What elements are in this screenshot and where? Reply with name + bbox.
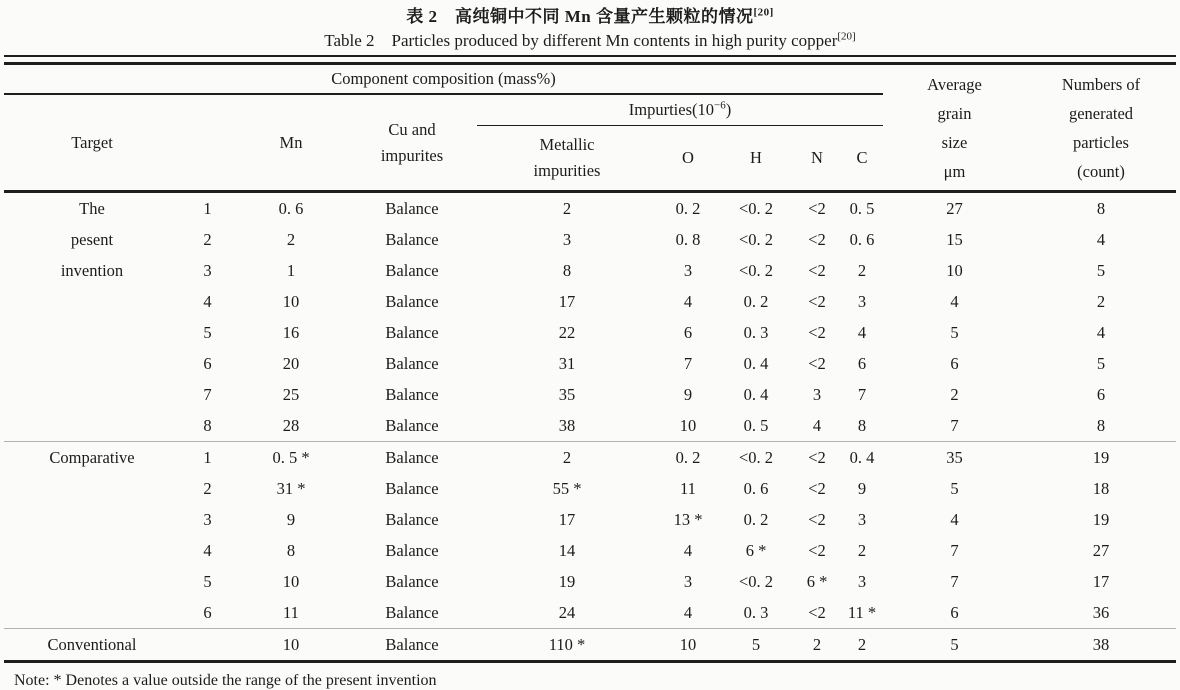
cell-o: 7 [683, 353, 693, 373]
cell-cu-and-impurites: Balance [347, 442, 477, 474]
cell-mn-content: 0. 6 [278, 198, 304, 218]
cell-average-grain-size: 6 [950, 353, 959, 373]
cell-h: 5 [719, 629, 793, 662]
cell-cu-and-impurites: Balance [385, 540, 439, 560]
cell-average-grain-size: 15 [946, 229, 963, 249]
cell-target: invention [60, 260, 124, 280]
col-header-cu-and-impurites: Cu and impurites [347, 94, 477, 192]
cell-mn-content: 31 * [276, 478, 306, 498]
cell-h: 6 * [745, 540, 767, 560]
cell-mn-content: 28 [282, 415, 300, 435]
cell-h: 0. 3 [743, 322, 769, 342]
cell-cu-and-impurites: Balance [385, 260, 439, 280]
cell-c: 8 [857, 415, 867, 435]
cell-target [4, 410, 180, 442]
table-captions [0, 0, 1180, 53]
cell-mn-content: 2 [286, 229, 296, 249]
cell-metallic-impurities: 2 [562, 198, 572, 218]
cell-cu-and-impurites: Balance [385, 415, 439, 435]
cell-n: 6 * [806, 571, 828, 591]
cell-n: <2 [808, 602, 826, 622]
cell-n: 4 [812, 415, 822, 435]
cell-sample-number: 6 [203, 602, 212, 622]
cell-c: 0. 6 [849, 229, 875, 249]
cell-average-grain-size: 2 [950, 384, 959, 404]
cell-mn-content: 20 [282, 353, 300, 373]
col-header-target: Target [4, 94, 180, 192]
cell-o: 0. 2 [675, 198, 701, 218]
cell-c: 2 [857, 540, 867, 560]
cell-metallic-impurities: 38 [558, 415, 576, 435]
cell-sample-number: 2 [203, 478, 212, 498]
cell-h: <0. 2 [738, 260, 774, 280]
cell-metallic-impurities: 8 [562, 260, 572, 280]
cell-n: 3 [812, 384, 822, 404]
cell-n: <2 [808, 540, 826, 560]
cell-sample-number [180, 629, 235, 662]
cell-metallic-impurities: 17 [558, 291, 576, 311]
cell-c: 3 [857, 509, 867, 529]
table-row [4, 317, 1176, 348]
cell-generated-particles: 18 [1092, 478, 1110, 498]
table-row [4, 286, 1176, 317]
cell-generated-particles: 2 [1096, 291, 1106, 311]
cell-metallic-impurities: 2 [477, 442, 657, 474]
table-header [4, 64, 1176, 192]
col-header-generated-particles: Numbers of generated particles (count) [1026, 64, 1176, 192]
cell-generated-particles: 5 [1096, 260, 1106, 280]
cell-sample-number: 5 [203, 571, 212, 591]
col-header-n: N [793, 126, 841, 192]
table-row [4, 224, 1176, 255]
cell-sample-number: 4 [203, 291, 212, 311]
cell-h: 0. 4 [743, 384, 769, 404]
cell-sample-number: 7 [203, 384, 212, 404]
cell-mn-content: 9 [286, 509, 296, 529]
cell-o: 3 [683, 260, 693, 280]
cell-target [4, 535, 180, 566]
cell-generated-particles: 36 [1092, 602, 1110, 622]
cell-generated-particles: 5 [1096, 353, 1106, 373]
cell-mn-content: 8 [286, 540, 296, 560]
cell-target [4, 504, 180, 535]
cell-sample-number: 3 [203, 260, 212, 280]
cell-n: <2 [808, 353, 826, 373]
table-row [4, 473, 1176, 504]
cell-c: 6 [857, 353, 867, 373]
cell-o: 4 [683, 602, 693, 622]
cell-o: 3 [683, 571, 693, 591]
cell-target [4, 286, 180, 317]
col-header-o: O [657, 126, 719, 192]
cell-c: 3 [857, 291, 867, 311]
header-row-spanner [4, 64, 1176, 95]
cell-n: <2 [793, 442, 841, 474]
col-header-impurties: $Impurties(10^{-6})$ [477, 94, 883, 126]
cell-metallic-impurities: 55 * [552, 478, 582, 498]
cell-average-grain-size: 7 [950, 415, 959, 435]
cell-cu-and-impurites: Balance [385, 602, 439, 622]
cell-cu-and-impurites: Balance [385, 353, 439, 373]
cell-metallic-impurities: 31 [558, 353, 576, 373]
cell-h: 0. 2 [743, 509, 769, 529]
cell-o: 0. 8 [675, 229, 701, 249]
cell-n: 2 [793, 629, 841, 662]
cell-metallic-impurities: 35 [558, 384, 576, 404]
table-row [4, 442, 1176, 474]
cell-c: 2 [857, 260, 867, 280]
cell-mn-content: 25 [282, 384, 300, 404]
col-header-metallic-impurities: Metallic impurities [477, 126, 657, 192]
cell-mn-content: 10 [235, 629, 347, 662]
data-table-wrapper [4, 55, 1176, 663]
cell-sample-number: 6 [203, 353, 212, 373]
cell-sample-number: 1 [180, 442, 235, 474]
cell-generated-particles: 8 [1096, 415, 1106, 435]
cell-average-grain-size: 7 [950, 540, 959, 560]
cell-cu-and-impurites: Balance [385, 571, 439, 591]
cell-mn-content: 1 [286, 260, 296, 280]
cell-c: 7 [857, 384, 867, 404]
cell-h: 0. 4 [743, 353, 769, 373]
table-caption-en [0, 29, 1180, 53]
col-header-mn: Mn [235, 94, 347, 192]
cell-n: <2 [808, 478, 826, 498]
table-row [4, 597, 1176, 629]
cell-target [4, 473, 180, 504]
cell-h: <0. 2 [738, 198, 774, 218]
cell-o: 10 [679, 415, 697, 435]
cell-o: 4 [683, 291, 693, 311]
caption-zh-reference: [20] [753, 6, 774, 19]
col-header-number [180, 94, 235, 192]
table-row [4, 348, 1176, 379]
table-caption-zh [0, 4, 1180, 29]
caption-en-reference: [20] [837, 30, 856, 43]
cell-o: 13 * [673, 509, 703, 529]
caption-zh-text: 表 2 高纯铜中不同 Mn 含量产生颗粒的情况 [406, 7, 754, 26]
cell-average-grain-size: 5 [950, 322, 959, 342]
cell-c: 3 [857, 571, 867, 591]
cell-sample-number: 4 [203, 540, 212, 560]
cell-h: <0. 2 [738, 571, 774, 591]
table-row [4, 410, 1176, 442]
cell-n: <2 [808, 198, 826, 218]
cell-average-grain-size: 4 [950, 291, 959, 311]
cell-mn-content: 10 [282, 291, 300, 311]
cell-metallic-impurities: 19 [558, 571, 576, 591]
cell-n: <2 [808, 509, 826, 529]
cell-sample-number: 8 [203, 415, 212, 435]
cell-target [4, 597, 180, 629]
cell-o: 6 [683, 322, 693, 342]
cell-target [4, 566, 180, 597]
cell-generated-particles: 19 [1092, 509, 1110, 529]
cell-generated-particles: 27 [1092, 540, 1110, 560]
cell-average-grain-size: 6 [950, 602, 959, 622]
cell-mn-content: 16 [282, 322, 300, 342]
cell-n: <2 [808, 291, 826, 311]
cell-c: 0. 5 [849, 198, 875, 218]
cell-average-grain-size: 7 [950, 571, 959, 591]
cell-generated-particles: 19 [1026, 442, 1176, 474]
cell-cu-and-impurites: Balance [385, 322, 439, 342]
cell-metallic-impurities: 3 [562, 229, 572, 249]
col-header-h: H [719, 126, 793, 192]
cell-h: 0. 6 [743, 478, 769, 498]
cell-h: 0. 3 [743, 602, 769, 622]
cell-mn-content: 10 [282, 571, 300, 591]
cell-target [4, 317, 180, 348]
cell-metallic-impurities: 17 [558, 509, 576, 529]
cell-mn-content: 0. 5 * [235, 442, 347, 474]
cell-h: 0. 5 [743, 415, 769, 435]
cell-n: <2 [808, 322, 826, 342]
cell-h: <0. 2 [738, 229, 774, 249]
table-row [4, 504, 1176, 535]
cell-o: 9 [683, 384, 693, 404]
cell-sample-number: 2 [203, 229, 212, 249]
cell-h: <0. 2 [719, 442, 793, 474]
data-table [4, 62, 1176, 663]
cell-target: The [79, 198, 105, 218]
cell-sample-number: 1 [203, 198, 212, 218]
col-header-component-composition: Component composition (mass%) [4, 64, 883, 95]
cell-o: 0. 2 [657, 442, 719, 474]
cell-c: 11 * [847, 602, 877, 622]
caption-en-text: Table 2 Particles produced by different Mn contents in high purity copper [324, 31, 838, 50]
cell-generated-particles: 8 [1096, 198, 1106, 218]
cell-c: 4 [857, 322, 867, 342]
cell-generated-particles: 6 [1096, 384, 1106, 404]
col-header-c: C [841, 126, 883, 192]
cell-h: 0. 2 [743, 291, 769, 311]
table-row [4, 629, 1176, 662]
table-row [4, 379, 1176, 410]
cell-cu-and-impurites: Balance [385, 384, 439, 404]
table-row [4, 535, 1176, 566]
cell-c: 0. 4 [841, 442, 883, 474]
cell-average-grain-size: 5 [883, 629, 1026, 662]
cell-cu-and-impurites: Balance [385, 229, 439, 249]
cell-n: <2 [808, 260, 826, 280]
table-note: Note: * Denotes a value outside the range of the present invention [14, 672, 437, 689]
cell-target [4, 379, 180, 410]
cell-average-grain-size: 4 [950, 509, 959, 529]
cell-average-grain-size: 10 [946, 260, 963, 280]
cell-n: <2 [808, 229, 826, 249]
cell-cu-and-impurites: Balance [385, 198, 439, 218]
cell-c: 9 [857, 478, 867, 498]
cell-o: 11 [680, 478, 696, 498]
cell-o: 4 [683, 540, 693, 560]
cell-o: 10 [657, 629, 719, 662]
cell-metallic-impurities: 110 * [477, 629, 657, 662]
cell-generated-particles: 4 [1096, 322, 1106, 342]
cell-c: 2 [841, 629, 883, 662]
table-row [4, 192, 1176, 225]
cell-sample-number: 3 [203, 509, 212, 529]
table-body [4, 192, 1176, 662]
col-header-average-grain-size: Average grain size μm [883, 64, 1026, 192]
cell-mn-content: 11 [283, 602, 299, 622]
cell-cu-and-impurites: Balance [347, 629, 477, 662]
cell-cu-and-impurites: Balance [385, 291, 439, 311]
cell-target [4, 348, 180, 379]
table-row [4, 255, 1176, 286]
cell-cu-and-impurites: Balance [385, 478, 439, 498]
cell-target: pesent [70, 229, 114, 249]
cell-generated-particles: 38 [1026, 629, 1176, 662]
cell-average-grain-size: 27 [946, 198, 963, 218]
cell-target: Conventional [4, 629, 180, 662]
cell-target: Comparative [4, 442, 180, 474]
impurties-exponent: −6 [714, 99, 726, 112]
cell-average-grain-size: 35 [883, 442, 1026, 474]
cell-metallic-impurities: 22 [558, 322, 576, 342]
cell-metallic-impurities: 14 [558, 540, 576, 560]
cell-metallic-impurities: 24 [558, 602, 576, 622]
cell-generated-particles: 4 [1096, 229, 1106, 249]
cell-generated-particles: 17 [1092, 571, 1110, 591]
cell-sample-number: 5 [203, 322, 212, 342]
cell-cu-and-impurites: Balance [385, 509, 439, 529]
cell-average-grain-size: 5 [950, 478, 959, 498]
table-row [4, 566, 1176, 597]
